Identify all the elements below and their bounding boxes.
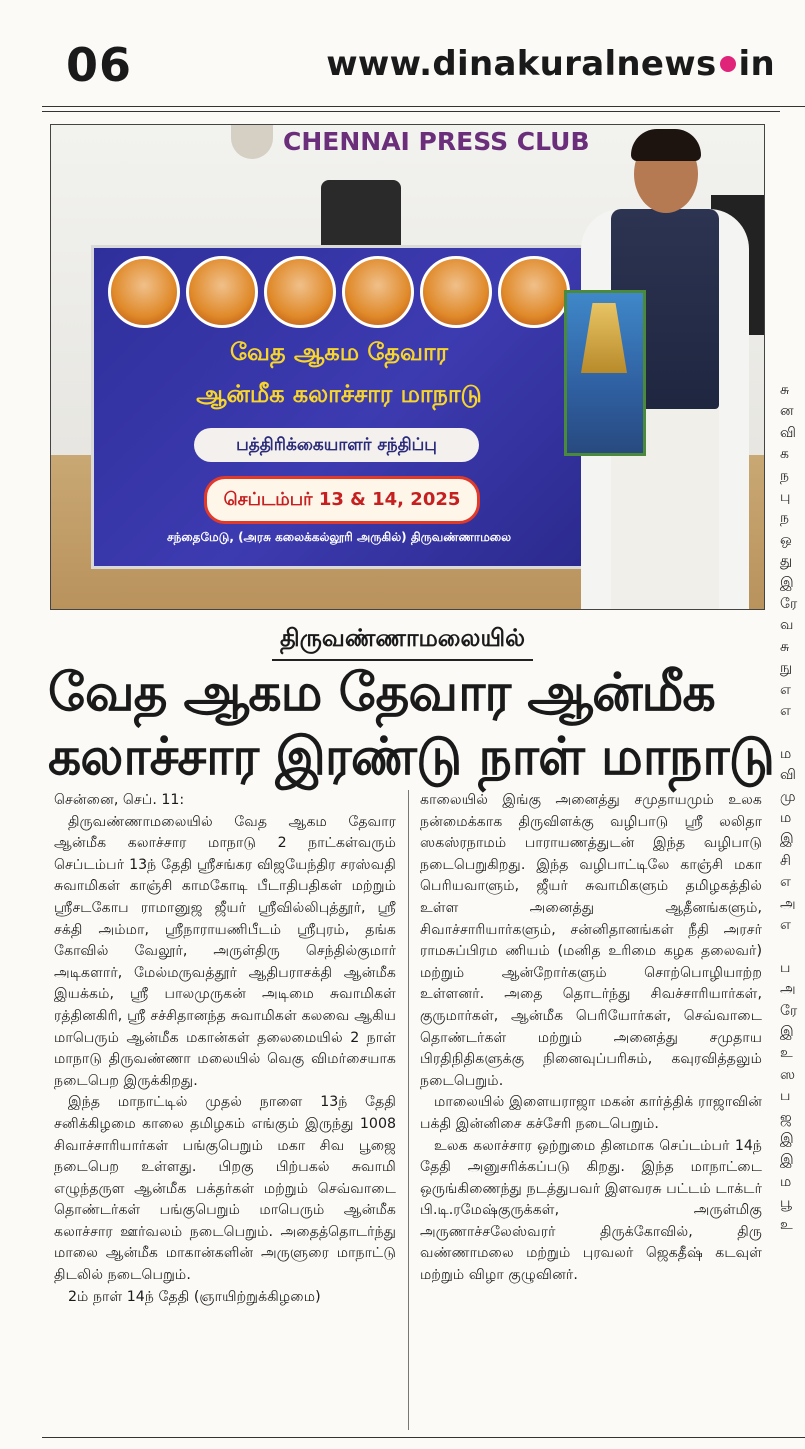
strip-text-fragment: ன [780,403,794,420]
strip-text-fragment: வ [780,617,794,634]
paragraph: இந்த மாநாட்டில் முதல் நாளை 13ந் தேதி சனிக்கிழமை காலை தமிழகம் எங்கும் இருந்து 1008 சிவாச்சாரியார்கள் பங்குபெறும் மகா சிவ பூஜை நடைபெற உள்ளது. பிறகு பிற்பகல் சுவாமி எழுந்தருள ஆன்மீக பக்தர்கள் மற்றும் செவ்வாடை தொண்டர்கள் பங்குபெறும் மாபெரும் ஆன்மீக கலாச்சார ஊர்வலம் நடைபெறும். அதைத்தொடர்ந்து மாலை ஆன்மீக மாகான்களின் அருளுரை மாநாட்டு திடலில் நடைபெறும். [54,1094,396,1284]
strip-text-fragment: வி [780,767,796,784]
kicker-text: திருவண்ணாமலையில் [272,624,533,661]
strip-text-fragment: உ [780,1216,793,1233]
banner-portraits [108,256,578,326]
strip-text-fragment: ம [780,1173,792,1190]
footer-rule [42,1437,805,1438]
banner-title-line2: ஆன்மீக கலாச்சார மாநாடு [196,380,482,408]
strip-text-fragment: ப [780,1088,791,1105]
strip-text-fragment: ஒ [780,531,792,548]
strip-text-fragment: இ [780,574,794,591]
headline-line2: கலாச்சார இரண்டு நாள் மாநாடு [48,726,774,787]
strip-text-fragment: இ [780,831,794,848]
strip-text-fragment: சி [780,852,791,869]
strip-text-fragment: பு [780,489,791,505]
strip-text-fragment: மு [780,788,796,805]
banner-title-line1: வேத ஆகம தேவார [230,338,448,366]
article-kicker [0,624,805,661]
strip-text-fragment: நு [780,660,793,677]
strip-text-fragment: இ [780,1131,794,1147]
article-column-2 [420,790,762,1287]
press-club-sign: CHENNAI PRESS CLUB [283,127,590,156]
person-hair [631,129,701,161]
temple-tower-icon [581,303,627,373]
site-url-main: www.dinakuralnews [326,44,717,84]
strip-text-fragment: ப [780,959,791,976]
banner-date: செப்டம்பர் 13 & 14, 2025 [204,476,480,524]
strip-text-fragment: அ [780,895,796,912]
portrait-icon [264,256,336,328]
site-url[interactable] [326,44,775,84]
strip-text-fragment: து [780,553,793,570]
adjacent-article-strip [780,110,805,1449]
strip-text-fragment: சு [780,638,790,655]
strip-text-fragment: எ [780,703,791,719]
strip-text-fragment: இ [780,1024,794,1040]
strip-text-fragment: சு [780,382,790,398]
column-divider [408,790,409,1430]
news-photo [50,124,765,610]
paragraph: திருவண்ணாமலையில் வேத ஆகம தேவார ஆன்மீக கலாச்சார மாநாடு 2 நாட்கள்வரும் செப்டம்பர் 13ந் தேதி ஸ்ரீசங்கர விஜயேந்திர சரஸ்வதி சுவாமிகள் காஞ்சி காமகோடி பீடாதிபதிகள் மற்றும் ஸ்ரீசடகோப ராமானுஜ ஜீயர் ஸ்ரீவில்லிபுத்தூர், ஸ்ரீ சக்தி அம்மா, ஸ்ரீநாராயணிபீடம் ஸ்ரீபுரம், தங்க கோவில் வேலூர், அருள்திரு செந்தில்குமார் அடிகளார், மேல்மருவத்தூர் ஆதிபராசக்தி ஆன்மீக இயக்கம், ஸ்ரீ பாலமுருகன் அடிமை சுவாமிகள் ரத்தினகிரி, ஸ்ரீ சச்சிதானந்த சுவாமிகள் கலவை ஆகிய மாபெரும் ஆன்மீக மகான்கள் தலைமையில் 2 நாள் மாநாடு திருவண்ணா மலையில் வெகு விமர்சையாக நடைபெற இருக்கிறது. [54,813,396,1089]
strip-text-fragment: ம [780,810,792,826]
site-url-tld: in [738,44,775,84]
portrait-icon [420,256,492,328]
strip-text-fragment: எ [780,874,791,891]
paragraph: மாலையில் இளையராஜா மகன் கார்த்திக் ராஜாவின் பக்தி இன்னிசை கச்சேரி நடைபெறும். [420,1094,762,1132]
paragraph: 2ம் நாள் 14ந் தேதி (ஞாயிற்றுக்கிழமை) [68,1288,321,1305]
headline-line1: வேத ஆகம தேவார ஆன்மீக [48,662,715,723]
strip-text-fragment: க [780,446,789,463]
paragraph: உலக கலாச்சார ஒற்றுமை தினமாக செப்டம்பர் 14ந் தேதி அனுசரிக்கப்படு கிறது. இந்த மாநாட்டை ஒருங்கிணைந்து நடத்துபவர் இளவரசு பட்டம் டாக்டர் பி.டி.ரமேஷ்குருக்கள், அருள்மிகு அருணாச்சலேஸ்வரர் திருக்கோவில், திரு வண்ணாமலை மற்றும் புரவலர் ஜெகதீஷ் கடவுள் மற்றும் விழா குழுவினர். [420,1137,762,1284]
article-column-1 [54,790,396,1308]
strip-text-fragment: எ [780,917,791,933]
header-rule-2 [42,111,805,112]
dot-icon [720,56,736,72]
strip-text-fragment: ஜ [780,1109,792,1126]
portrait-icon [186,256,258,328]
event-banner [91,245,587,569]
strip-text-fragment: பூ [780,1195,792,1212]
portrait-icon [342,256,414,328]
strip-text-fragment: வி [780,424,796,441]
strip-text-fragment: ரே [780,1002,798,1019]
paragraph: காலையில் இங்கு அனைத்து சமுதாயமும் உலக நன்மைக்காக திருவிளக்கு வழிபாடு ஸ்ரீ லலிதா ஸகஸ்ரநாமம் பாராயணத்துடன் இந்த வழிபாடு நடைபெறுகிறது. இந்த வழிபாட்டிலே காஞ்சி மகா பெரியவாளும், ஜீயர் சுவாமிகளும் தமிழகத்தில் உள்ள அனைத்து ஆதீனங்களும், சிவாச்சாரியார்களும், சன்னிதானங்கள் நீதி அரசர் ராமசுப்பிரம ணியம் (மனித உரிமை கழக தலைவர்) மற்றும் ஆன்றோர்களும் சொற்பொழியாற்ற உள்ளனர். அதை தொடர்ந்து சிவச்சாரியார்கள், குருமார்கள், ஆன்மீக பெரியோர்கள், செவ்வாடை தொண்டர்கள் மற்றும் அனைத்து சமுதாய பிரதிநிதிகளுக்கு நினைவுப்பரிசும், கவுரவித்தலும் நடைபெறும். [420,792,762,1089]
banner-venue: சந்தைமேடு, (அரசு கலைக்கல்லூரி அருகில்) திருவண்ணாமலை [166,530,512,544]
strip-text-fragment: ஸ [780,1066,796,1083]
header-rule [42,106,805,107]
temple-frame [564,290,646,456]
page-number: 06 [66,38,133,92]
strip-text-fragment: ரே [780,596,798,612]
strip-text-fragment: அ [780,981,796,998]
banner-meeting: பத்திரிக்கையாளர் சந்திப்பு [194,428,479,462]
portrait-icon [108,256,180,328]
strip-text-fragment: ந [780,467,789,484]
strip-text-fragment: இ [780,1152,794,1169]
strip-text-fragment: உ [780,1045,793,1062]
strip-text-fragment: ந [780,510,789,527]
strip-text-fragment: எ [780,681,791,698]
portrait-icon [498,256,570,328]
dateline: சென்னை, செப். 11: [54,792,185,808]
strip-text-fragment: ம [780,745,792,762]
